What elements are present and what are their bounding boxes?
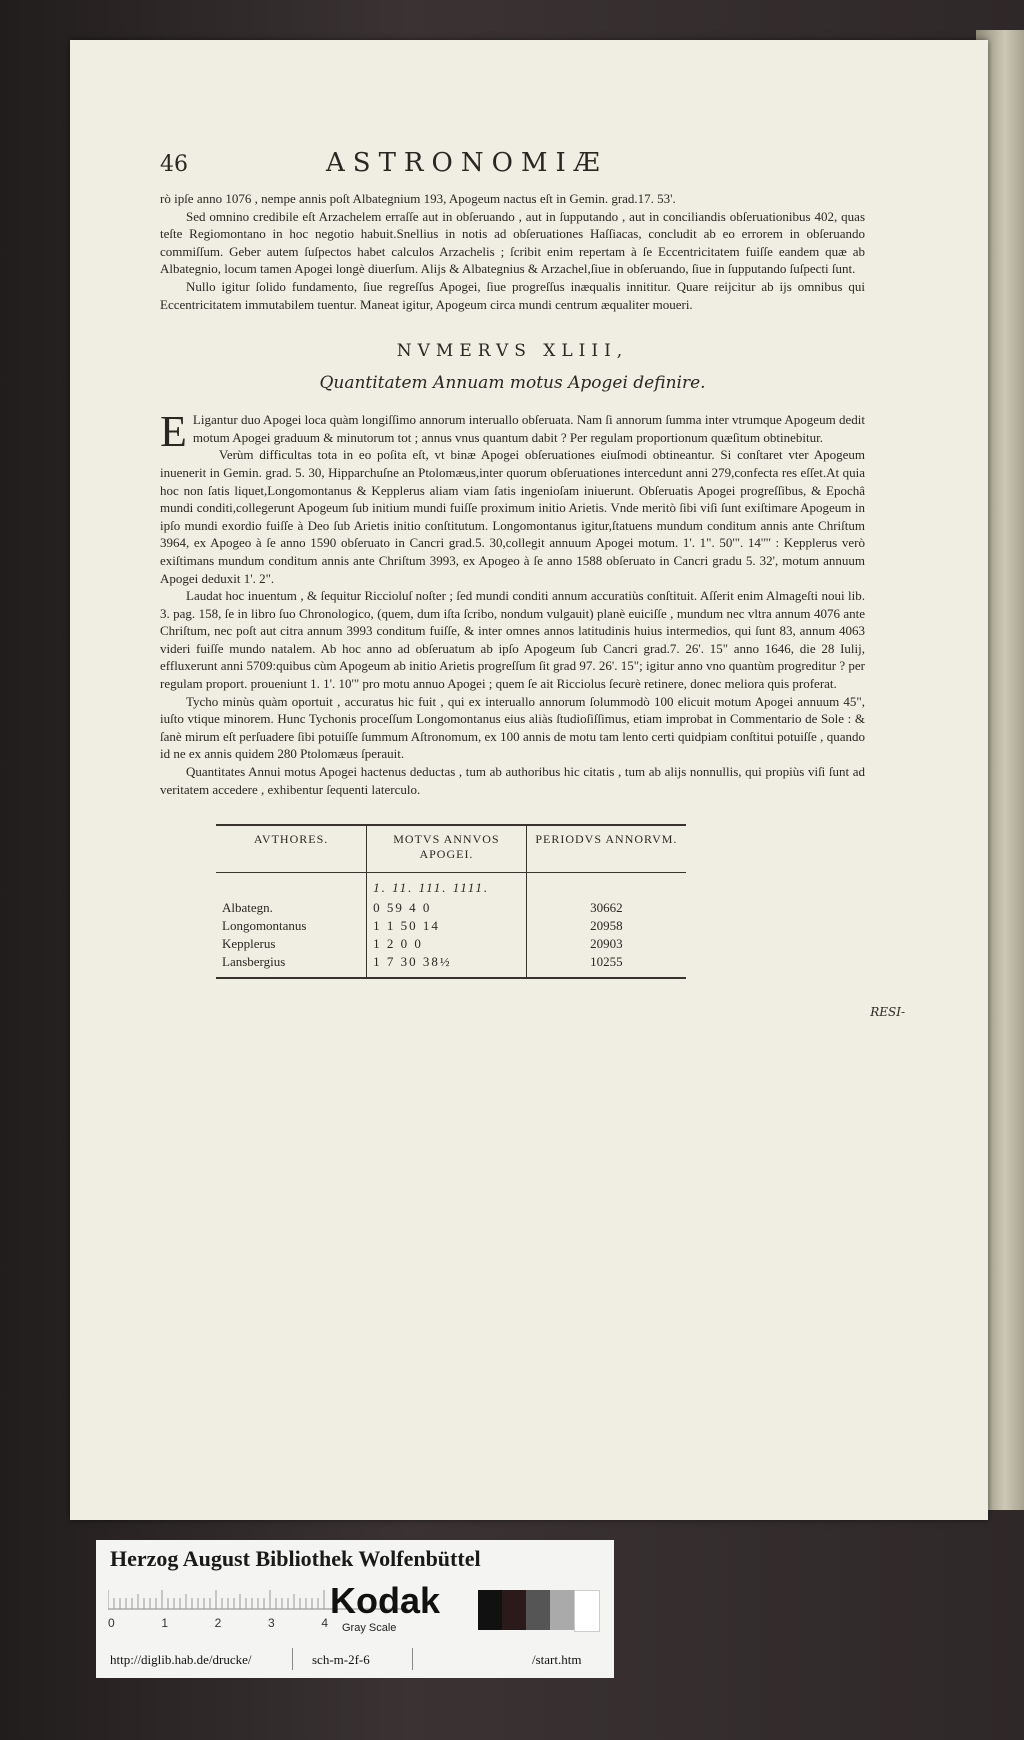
drop-cap: E (160, 407, 187, 457)
paragraph-text: Ligantur duo Apogei loca quàm longiſſimo annorum interuallo obſeruata. Nam ſi annorum ſumma inter vtrumque Apogeum dedit motum Apogei graduum & minutorum tot ; annus vnus quantum dabit ? Per regulam proportionum quæſitum obtinebitur. (192, 412, 865, 445)
paragraph: Sed omnino credibile eſt Arzachelem erraſſe aut in obſeruando , aut in ſupputando , aut in conciliandis obſeruationibus 402, quas teſte Regiomontano in hoc negotio habuit.Snellius in notis ad obſeruationes Haſſiacas, concludit ab eo errorem in obſeruando commiſſum. Geber autem ſuſpectos habet calculos Arzachelis ; ſcribit enim repertam à ſe Eccentricitatem fuiſſe eandem quæ ab Albategnio, locum tamen Apogei longè diuerſum. Alijs & Albategnius & Arzachel,ſiue in obſeruando, ſiue in ſupputando ſuſpecti ſunt. (160, 208, 865, 277)
author-cell: Lansbergius (216, 953, 367, 978)
units-row (216, 873, 686, 900)
table-row (216, 935, 686, 953)
label-divider (292, 1648, 293, 1670)
page-number: 46 (160, 152, 188, 177)
section-subtitle: Quantitatem Annuam motus Apogei definire. (319, 373, 706, 394)
paragraph: Nullo igitur ſolido fundamento, ſiue regreſſus Apogei, ſiue progreſſus inæqualis innititur. Quare reijcitur ab ijs omnibus qui Eccentricitatem immutabilem tuentur. Maneat igitur, Apogeum circa mundi centrum æqualiter moueri. (160, 278, 865, 312)
author-cell: Kepplerus (222, 936, 276, 952)
paragraph: Quantitates Annui motus Apogei hactenus deductas , tum ab authoribus hic citatis , tum ab alijs nonnullis, qui propiùs viſi ſunt ad veritatem accedere , exhibentur ſequenti laterculo. (160, 764, 865, 797)
paragraph: Verùm difficultas tota in eo poſita eſt, vt binæ Apogei obſeruationes eiuſmodi obtineantur. Si conſtaret vter Apogeum inuenerit in Gemin. grad. 5. 30, Hipparchuſne an Ptolomæus,inter quorum obſeruationes intercedunt anni 279,confecta res eſſet.At quia hoc non ſatis liquet,Longomontanus & Kepplerus aliam viam ſatis ingenioſam iniuerunt. Obſeruatis Apogei progreſſibus, & Epochâ mundi conditi,collegerunt Apogeum ſub initium mundi fuiſſe proximum initio Arietis. Vnde meritò ſibi viſi ſunt exiſtimare Apogeum in ipſo mundi exordio fuiſſe à Deo ſub Arietis initio conſtitutum. Longomontanus igitur,ſtatuens mundum conditum annis ante Chriſtum 3964, ex Apogeo à ſe anno 1590 obſeruato in Cancri grad.5. 30,collegit annuum Apogei motum. 1'. 1". 50'". 14'"' : Kepplerus verò exiſtimans mundum conditum annis ante Chriſtum 3993, ex Apogeo à ſe anno 1588 obſeruato in Cancri gradu 5. 32', motum annuum Apogei deduxit 1'. 2". (160, 447, 865, 586)
paragraph: Tycho minùs quàm oportuit , accuratus hic fuit , qui ex interuallo annorum ſolummodò 100 elicuit motum Apogei annuum 45", iuſto vtique minorem. Hunc Tychonis proceſſum Longomontanus eius aliàs ſtudioſiſſimus, etiam improbat in Commentario de Sole : & ſanè mirum eſt perſuadere ſibi potuiſſe ſummum Aſtronomum, ex 100 annis de motu tam lento certi quidpiam conſtitui potuiſſe , quando id ne ex annis quidem 280 Ptolomæus ſperauit. (160, 693, 865, 762)
table-row (216, 899, 686, 917)
author-cell: Albategn. (222, 900, 273, 916)
motus-table (216, 824, 686, 979)
url-base: http://diglib.hab.de/drucke/ (110, 1652, 252, 1667)
motus-table-wrapper (216, 824, 686, 979)
table-row (216, 953, 686, 978)
ruler-number: 2 (214, 1616, 222, 1630)
library-label-card (96, 1540, 614, 1678)
period-cell: 20958 (526, 917, 686, 935)
header-period: PERIODVS ANNORVM. (526, 825, 686, 873)
swatch-white (574, 1590, 600, 1632)
gray-scale-swatches (478, 1590, 600, 1630)
motus-cell: 1 2 0 0 (367, 935, 527, 953)
text-block (160, 148, 905, 1020)
table-row (216, 917, 686, 935)
ruler-number: 0 (108, 1616, 115, 1630)
label-divider (412, 1648, 413, 1670)
paragraph: rò ipſe anno 1076 , nempe annis poſt Albategnium 193, Apogeum nactus eſt in Gemin. grad.17. 53'. (160, 191, 676, 206)
header-motus: MOTVS ANNVOS APOGEI. (367, 825, 527, 873)
paragraph-with-dropcap (160, 407, 865, 457)
units-label: 1. 11. 111. 1111. (367, 873, 527, 900)
ruler-number: 1 (161, 1616, 169, 1630)
table-header-row (216, 825, 686, 873)
ruler-number: 4 (321, 1616, 328, 1630)
motus-cell: 1 1 50 14 (367, 917, 527, 935)
shelfmark: sch-m-2f-6 (312, 1652, 370, 1667)
ruler-number: 3 (267, 1616, 275, 1630)
units-blank (216, 873, 367, 900)
library-name: Herzog August Bibliothek Wolfenbüttel (110, 1546, 481, 1571)
motus-cell: 1 7 30 38½ (367, 953, 527, 978)
author-cell: Longomontanus (222, 918, 307, 934)
swatch-black (478, 1590, 502, 1630)
section-title: NVMERVS XLIII, (396, 341, 629, 362)
url-end: /start.htm (532, 1652, 582, 1667)
book-page (70, 40, 988, 1520)
units-blank (526, 873, 686, 900)
ruler-numbers (108, 1616, 328, 1630)
period-cell: 20903 (526, 935, 686, 953)
paragraph: Laudat hoc inuentum , & ſequitur Riccioluſ noſter ; ſed mundi conditi annum accuratiùs conſtituit. Aſſerit enim Almageſti noui lib. 3. pag. 158, ſe in libro ſuo Chronologico, (quem, dum iſta ſcribo, nondum vulgauit) planè euiciſſe , mundum nec vltra annum 4076 ante Chriſtum, nec poſt aut citra annum 3993 conditum fuiſſe, & inter omnes annos latitudinis huius intermedios, qui ſunt 83, annum 4063 videri fuiſſe mundo natalem. Ab hoc anno ad obſeruatum ab ipſo Apogeum ſub Cancri grad.7. 26'. 15" anno 1646, die 28 Iulij, effluxerunt anni 5709:quibus cùm Apogeum ab initio Arietis progreſſum ſit grad 97. 26'. 15"; igitur anno vno quantùm progreditur ? per regulam proport. proueniunt 1. 1'. 10'" pro motu annuo Apogei ; quem ſe ait Ricciolus ſecurè retinere, donec meliora quis proferat. (160, 588, 865, 692)
page-header (160, 148, 865, 186)
swatch-light (550, 1590, 574, 1630)
kodak-logo: Kodak (330, 1580, 441, 1621)
period-cell: 30662 (526, 899, 686, 917)
period-cell: 10255 (526, 953, 686, 978)
gray-scale-label: Gray Scale (342, 1622, 397, 1634)
swatch-mid (526, 1590, 550, 1630)
header-authors: AVTHORES. (216, 825, 367, 873)
running-head: ASTRONOMIÆ (326, 148, 608, 178)
swatch-dark (502, 1590, 526, 1630)
catchword: RESI- (870, 1005, 905, 1020)
motus-cell: 0 59 4 0 (367, 899, 527, 917)
